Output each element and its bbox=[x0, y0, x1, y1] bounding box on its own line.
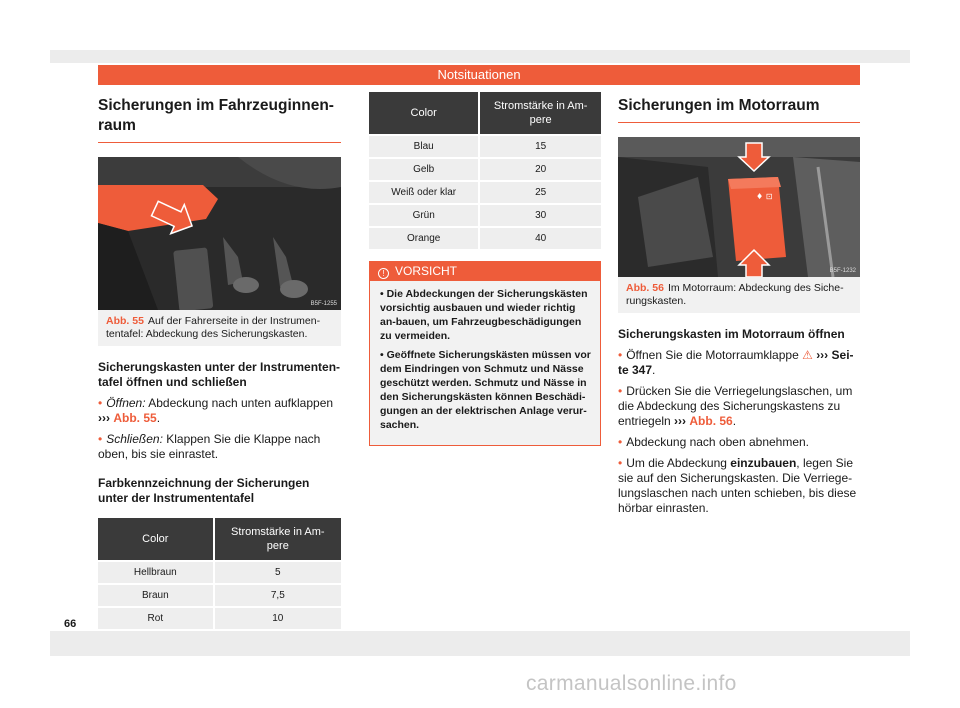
fuse-color-table-1 bbox=[98, 516, 341, 631]
table-header-row bbox=[98, 518, 341, 560]
column-header: Stromstärke in Am-pere bbox=[480, 92, 601, 134]
caution-body bbox=[370, 281, 600, 445]
figure-caption: Abb. 55 Auf der Fahrerseite in der Instrumen-tentafel: Abdeckung des Sicherungskasten. bbox=[106, 315, 321, 340]
table-cell: Blau bbox=[369, 136, 480, 157]
table-row bbox=[369, 182, 601, 203]
table-cell: 20 bbox=[480, 159, 601, 180]
table-cell: 25 bbox=[480, 182, 601, 203]
left-column bbox=[98, 96, 341, 631]
bullet-remove-cover: • Abdeckung nach oben abnehmen. bbox=[618, 435, 810, 449]
bullet-open: • Öffnen: Abdeckung nach unten aufklappen ››› Abb. 55. bbox=[98, 396, 334, 425]
column-header: Color bbox=[98, 518, 215, 560]
figure-56-image bbox=[618, 137, 860, 277]
bullet-install-cover: • Um die Abdeckung einzubauen, legen Sie sie auf den Sicherungskasten. Die Verriege-lungslaschen nach unten schieben, bis diese hörbar einrasten. bbox=[618, 456, 857, 515]
table-cell: 30 bbox=[480, 205, 601, 226]
warning-triangle-icon: ⚠ bbox=[802, 348, 813, 362]
figure-code: B5F-1232 bbox=[829, 268, 856, 274]
table-cell: Grün bbox=[369, 205, 480, 226]
figure-56 bbox=[618, 137, 860, 313]
section-heading: Sicherungen im Motorraum bbox=[618, 96, 860, 123]
table-row bbox=[369, 228, 601, 249]
subheading-open-engine: Sicherungskasten im Motorraum öffnen bbox=[618, 327, 845, 341]
table-row bbox=[369, 136, 601, 157]
middle-column bbox=[369, 90, 601, 446]
chapter-banner: Notsituationen bbox=[98, 65, 860, 85]
caution-box bbox=[369, 261, 601, 446]
ref-abb-56[interactable]: Abb. 56 bbox=[689, 414, 733, 428]
caution-item: • Die Abdeckungen der Sicherungskästen vorsichtig ausbauen und wieder richtig an-bauen, um Fahrzeugbeschädigungen zu vermeiden. bbox=[380, 288, 588, 342]
info-circle-icon: ! bbox=[378, 268, 389, 279]
page-number: 66 bbox=[64, 618, 77, 630]
table-cell: 10 bbox=[215, 608, 341, 629]
table-row bbox=[98, 608, 341, 629]
ref-abb-55[interactable]: Abb. 55 bbox=[113, 411, 157, 425]
subheading-open-close: Sicherungskasten unter der Instrumenten-tafel öffnen und schließen bbox=[98, 360, 341, 389]
engine-bay-illustration bbox=[618, 137, 860, 277]
column-header: Color bbox=[369, 92, 480, 134]
table-cell: 5 bbox=[215, 562, 341, 583]
figure-55-image bbox=[98, 157, 341, 310]
fuse-color-table-2 bbox=[369, 90, 601, 251]
table-cell: 7,5 bbox=[215, 585, 341, 606]
section-heading: Sicherungen im Fahrzeuginnen-raum bbox=[98, 96, 341, 143]
subheading-color-code: Farbkennzeichnung der Sicherungen unter der Instrumententafel bbox=[98, 476, 310, 505]
footwell-illustration bbox=[98, 157, 341, 310]
watermark: carmanualsonline.info bbox=[526, 672, 737, 695]
table-cell: Orange bbox=[369, 228, 480, 249]
table-row bbox=[98, 562, 341, 583]
figure-code: B5F-1255 bbox=[310, 301, 337, 307]
table-cell: Rot bbox=[98, 608, 215, 629]
svg-text:♦ ⊡: ♦ ⊡ bbox=[756, 192, 773, 201]
table-cell: Braun bbox=[98, 585, 215, 606]
ref-page-347[interactable]: Sei-te 347 bbox=[618, 348, 854, 377]
table-row bbox=[98, 585, 341, 606]
caution-header: ! VORSICHT bbox=[370, 262, 600, 281]
table-row bbox=[369, 205, 601, 226]
bullet-press-tabs: • Drücken Sie die Verriegelungslaschen, um die Abdeckung des Sicherungskastens zu entriegeln ››› Abb. 56. bbox=[618, 384, 853, 428]
table-cell: 40 bbox=[480, 228, 601, 249]
column-header: Stromstärke in Am-pere bbox=[215, 518, 341, 560]
bullet-open-hood: • Öffnen Sie die Motorraumklappe ⚠ ››› Sei-te 347. bbox=[618, 348, 854, 377]
table-cell: 15 bbox=[480, 136, 601, 157]
table-cell: Weiß oder klar bbox=[369, 182, 480, 203]
table-header-row bbox=[369, 92, 601, 134]
caution-item: • Geöffnete Sicherungskästen müssen vor dem Eindringen von Schmutz und Nässe geschützt werden. Schmutz und Nässe in den Sicherungskästen können Beschädi-gungen an der elektrischen Anlage verur-sachen. bbox=[380, 349, 591, 431]
table-row bbox=[369, 159, 601, 180]
table-cell: Hellbraun bbox=[98, 562, 215, 583]
figure-caption: Abb. 56 Im Motorraum: Abdeckung des Siche-rungskasten. bbox=[626, 282, 844, 307]
table-cell: Gelb bbox=[369, 159, 480, 180]
bullet-close: • Schließen: Klappen Sie die Klappe nach oben, bis sie einrastet. bbox=[98, 432, 321, 461]
right-column bbox=[618, 96, 860, 516]
figure-55 bbox=[98, 157, 341, 346]
